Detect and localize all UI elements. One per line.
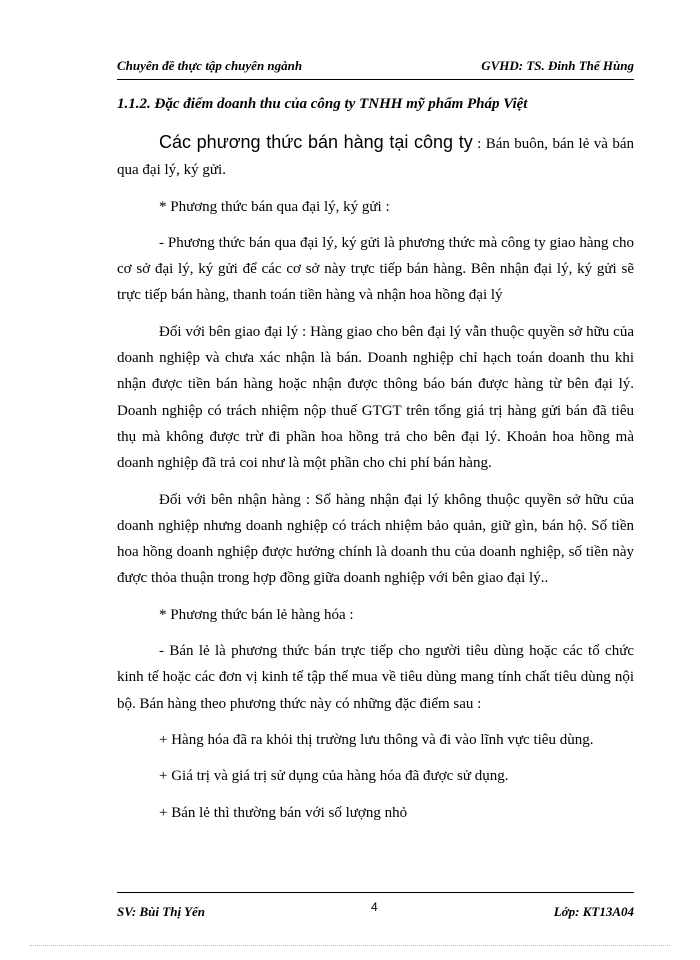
page-header xyxy=(117,58,634,80)
paragraph-agency-heading: * Phương thức bán qua đại lý, ký gửi : xyxy=(159,198,390,215)
paragraph-sales-methods xyxy=(117,129,634,184)
bullet-retail-2: + Giá trị và giá trị sử dụng của hàng hóa đã được sử dụng. xyxy=(159,768,509,785)
paragraph-retail-heading: * Phương thức bán lẻ hàng hóa : xyxy=(159,606,354,623)
paragraph-rest: : Bán buôn, bán lẻ và bán qua đại lý, ký gửi. xyxy=(117,136,634,179)
paragraph-consignor: Đối với bên giao đại lý : Hàng giao cho bên đại lý vẫn thuộc quyền sở hữu của doanh nghiệp và chưa xác nhận là bán. Doanh nghiệp chỉ hạch toán doanh thu khi nhận được tiền bán hàng hoặc nhận được thông báo bán được hàng từ bên đại lý. Doanh nghiệp có trách nhiệm nộp thuế GTGT trên tổng giá trị hàng gửi bán đã tiêu thụ mà không được trừ đi phần hoa hồng trả cho bên đại lý. Khoản hoa hồng mà doanh nghiệp đã trả coi như là một phần cho chi phí bán hàng. xyxy=(117,323,634,472)
paragraph-retail-definition: - Bán lẻ là phương thức bán trực tiếp cho người tiêu dùng hoặc các tổ chức kinh tế hoặc các đơn vị kinh tế tập thể mua về tiêu dùng mang tính chất tiêu dùng nội bộ. Bán hàng theo phương thức này có những đặc điểm sau : xyxy=(117,643,634,712)
header-divider xyxy=(117,79,634,80)
page-footer xyxy=(117,902,634,922)
footer-student: SV: Bùi Thị Yến xyxy=(117,904,206,919)
paragraph-consignee: Đối với bên nhận hàng : Số hàng nhận đại lý không thuộc quyền sở hữu của doanh nghiệp nhưng doanh nghiệp có trách nhiệm bảo quản, giữ gìn, bán hộ. Số tiền hoa hồng doanh nghiệp được hưởng chính là doanh thu của doanh nghiệp, số tiền này được thỏa thuận trong hợp đồng giữa doanh nghiệp với bên giao đại lý.. xyxy=(117,491,634,587)
bullet-retail-3: + Bán lẻ thì thường bán với số lượng nhỏ xyxy=(159,804,408,821)
paragraph-agency-definition: - Phương thức bán qua đại lý, ký gửi là phương thức mà công ty giao hàng cho cơ sở đại lý, ký gửi để các cơ sở này trực tiếp bán hàng. Bên nhận đại lý, ký gửi sẽ trực tiếp bán hàng, thanh toán tiền hàng và nhận hoa hồng đại lý xyxy=(117,234,634,304)
footer-class: Lớp: KT13A04 xyxy=(553,904,634,919)
footer-divider xyxy=(117,892,634,893)
page-edge-divider xyxy=(30,945,670,946)
header-supervisor: GVHD: TS. Đinh Thế Hùng xyxy=(481,58,634,73)
paragraph-lead: Các phương thức bán hàng tại công ty xyxy=(159,132,473,152)
bullet-retail-1: + Hàng hóa đã ra khỏi thị trường lưu thông và đi vào lĩnh vực tiêu dùng. xyxy=(159,731,594,748)
section-heading: 1.1.2. Đặc điểm doanh thu của công ty TNHH mỹ phẩm Pháp Việt xyxy=(117,96,528,112)
page-number: 4 xyxy=(371,900,378,914)
header-course-title: Chuyên đề thực tập chuyên ngành xyxy=(117,58,303,73)
body-text xyxy=(117,129,634,826)
